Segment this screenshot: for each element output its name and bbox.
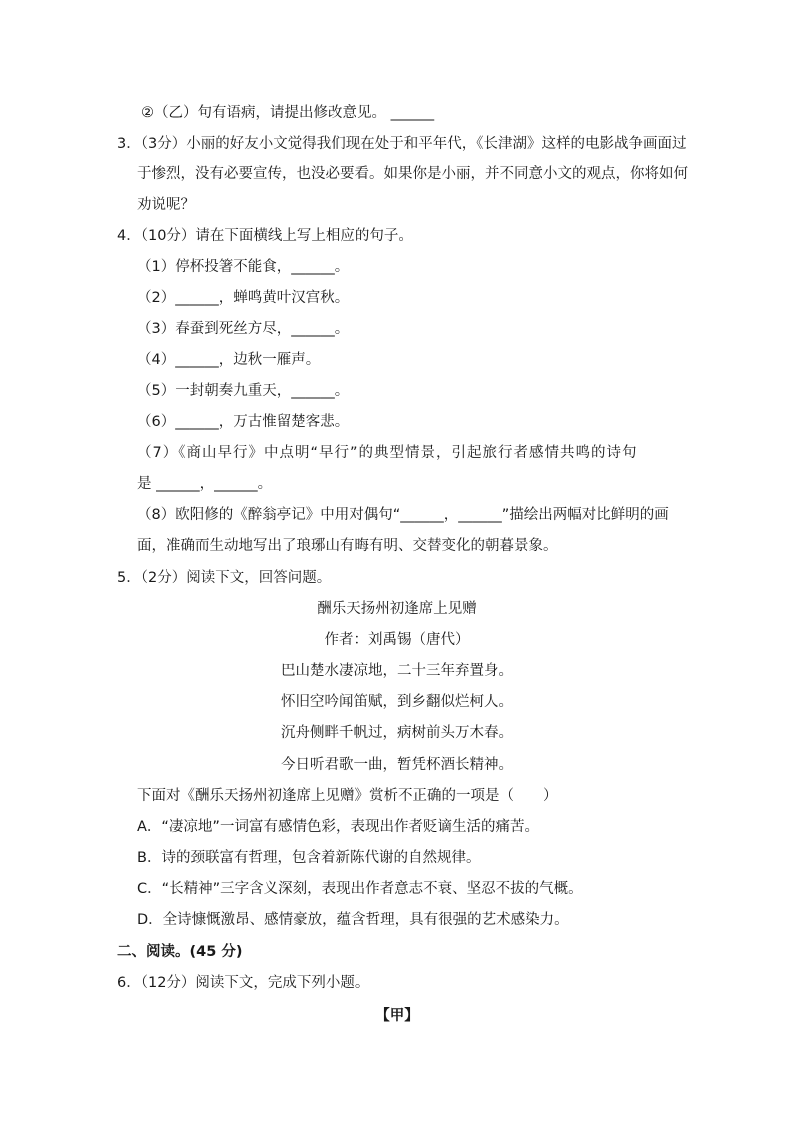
q4-header: 4．（10分）请在下面横线上写上相应的句子。 bbox=[117, 228, 413, 244]
q5-option-b: B．诗的颈联富有哲理，包含着新陈代谢的自然规律。 bbox=[137, 850, 481, 866]
poem-line-2: 怀旧空吟闻笛赋，到乡翻似烂柯人。 bbox=[281, 694, 513, 710]
q5-question: 下面对《酬乐天扬州初逢席上见赠》赏析不正确的一项是（ ） bbox=[137, 788, 558, 804]
poem-line-1: 巴山楚水凄凉地，二十三年弃置身。 bbox=[281, 663, 513, 679]
q6-header: 6．（12分）阅读下文，完成下列小题。 bbox=[117, 975, 370, 991]
q3-line2: 于惨烈，没有必要宣传，也没必要看。如果你是小丽，并不同意小文的观点，你将如何 bbox=[137, 166, 688, 182]
q4-item-3: （3）春蚕到死丝方尽，______。 bbox=[137, 321, 350, 337]
q4-item-1: （1）停杯投箸不能食，______。 bbox=[137, 259, 350, 275]
q4-item-7-line2: 是 ______，______。 bbox=[137, 476, 273, 492]
passage-jia-label: 【甲】 bbox=[375, 1008, 419, 1024]
q4-item-6: （6）______，万古惟留楚客悲。 bbox=[137, 414, 350, 430]
poem-author: 作者：刘禹锡（唐代） bbox=[324, 632, 470, 648]
q4-item-5: （5）一封朝奏九重天，______。 bbox=[137, 383, 350, 399]
q4-item-8-line2: 面，准确而生动地写出了琅琊山有晦有明、交替变化的朝暮景象。 bbox=[137, 538, 558, 554]
q4-item-7-line1: （7）《商山早行》中点明“早行”的典型情景，引起旅行者感情共鸣的诗句 bbox=[137, 445, 638, 461]
section-2-heading: 二、阅读。(45 分) bbox=[117, 944, 243, 960]
q5-header: 5．（2分）阅读下文，回答问题。 bbox=[117, 570, 332, 586]
poem-line-3: 沉舟侧畔千帆过，病树前头万木春。 bbox=[281, 725, 513, 741]
q5-option-a: A．“凄凉地”一词富有感情色彩，表现出作者贬谪生活的痛苦。 bbox=[137, 819, 539, 835]
poem-line-4: 今日听君歌一曲，暂凭杯酒长精神。 bbox=[281, 757, 513, 773]
q3-line1: 3．（3分）小丽的好友小文觉得我们现在处于和平年代，《长津湖》这样的电影战争画面过 bbox=[117, 136, 687, 152]
q4-item-8-line1: （8）欧阳修的《醉翁亭记》中用对偶句“______，______”描绘出两幅对比鲜明的画 bbox=[137, 507, 669, 523]
poem-title: 酬乐天扬州初逢席上见赠 bbox=[317, 601, 477, 617]
q4-item-4: （4）______，边秋一雁声。 bbox=[137, 352, 321, 368]
q3-line3: 劝说呢？ bbox=[137, 197, 195, 213]
q5-option-d: D．全诗慷慨激昂、感情豪放，蕴含哲理，具有很强的艺术感染力。 bbox=[137, 912, 569, 928]
q2-item2: ②（乙）句有语病，请提出修改意见。 ______ bbox=[141, 105, 435, 121]
q4-item-2: （2）______，蝉鸣黄叶汉宫秋。 bbox=[137, 290, 350, 306]
q5-option-c: C．“长精神”三字含义深刻，表现出作者意志不衰、坚忍不拔的气概。 bbox=[137, 881, 583, 897]
